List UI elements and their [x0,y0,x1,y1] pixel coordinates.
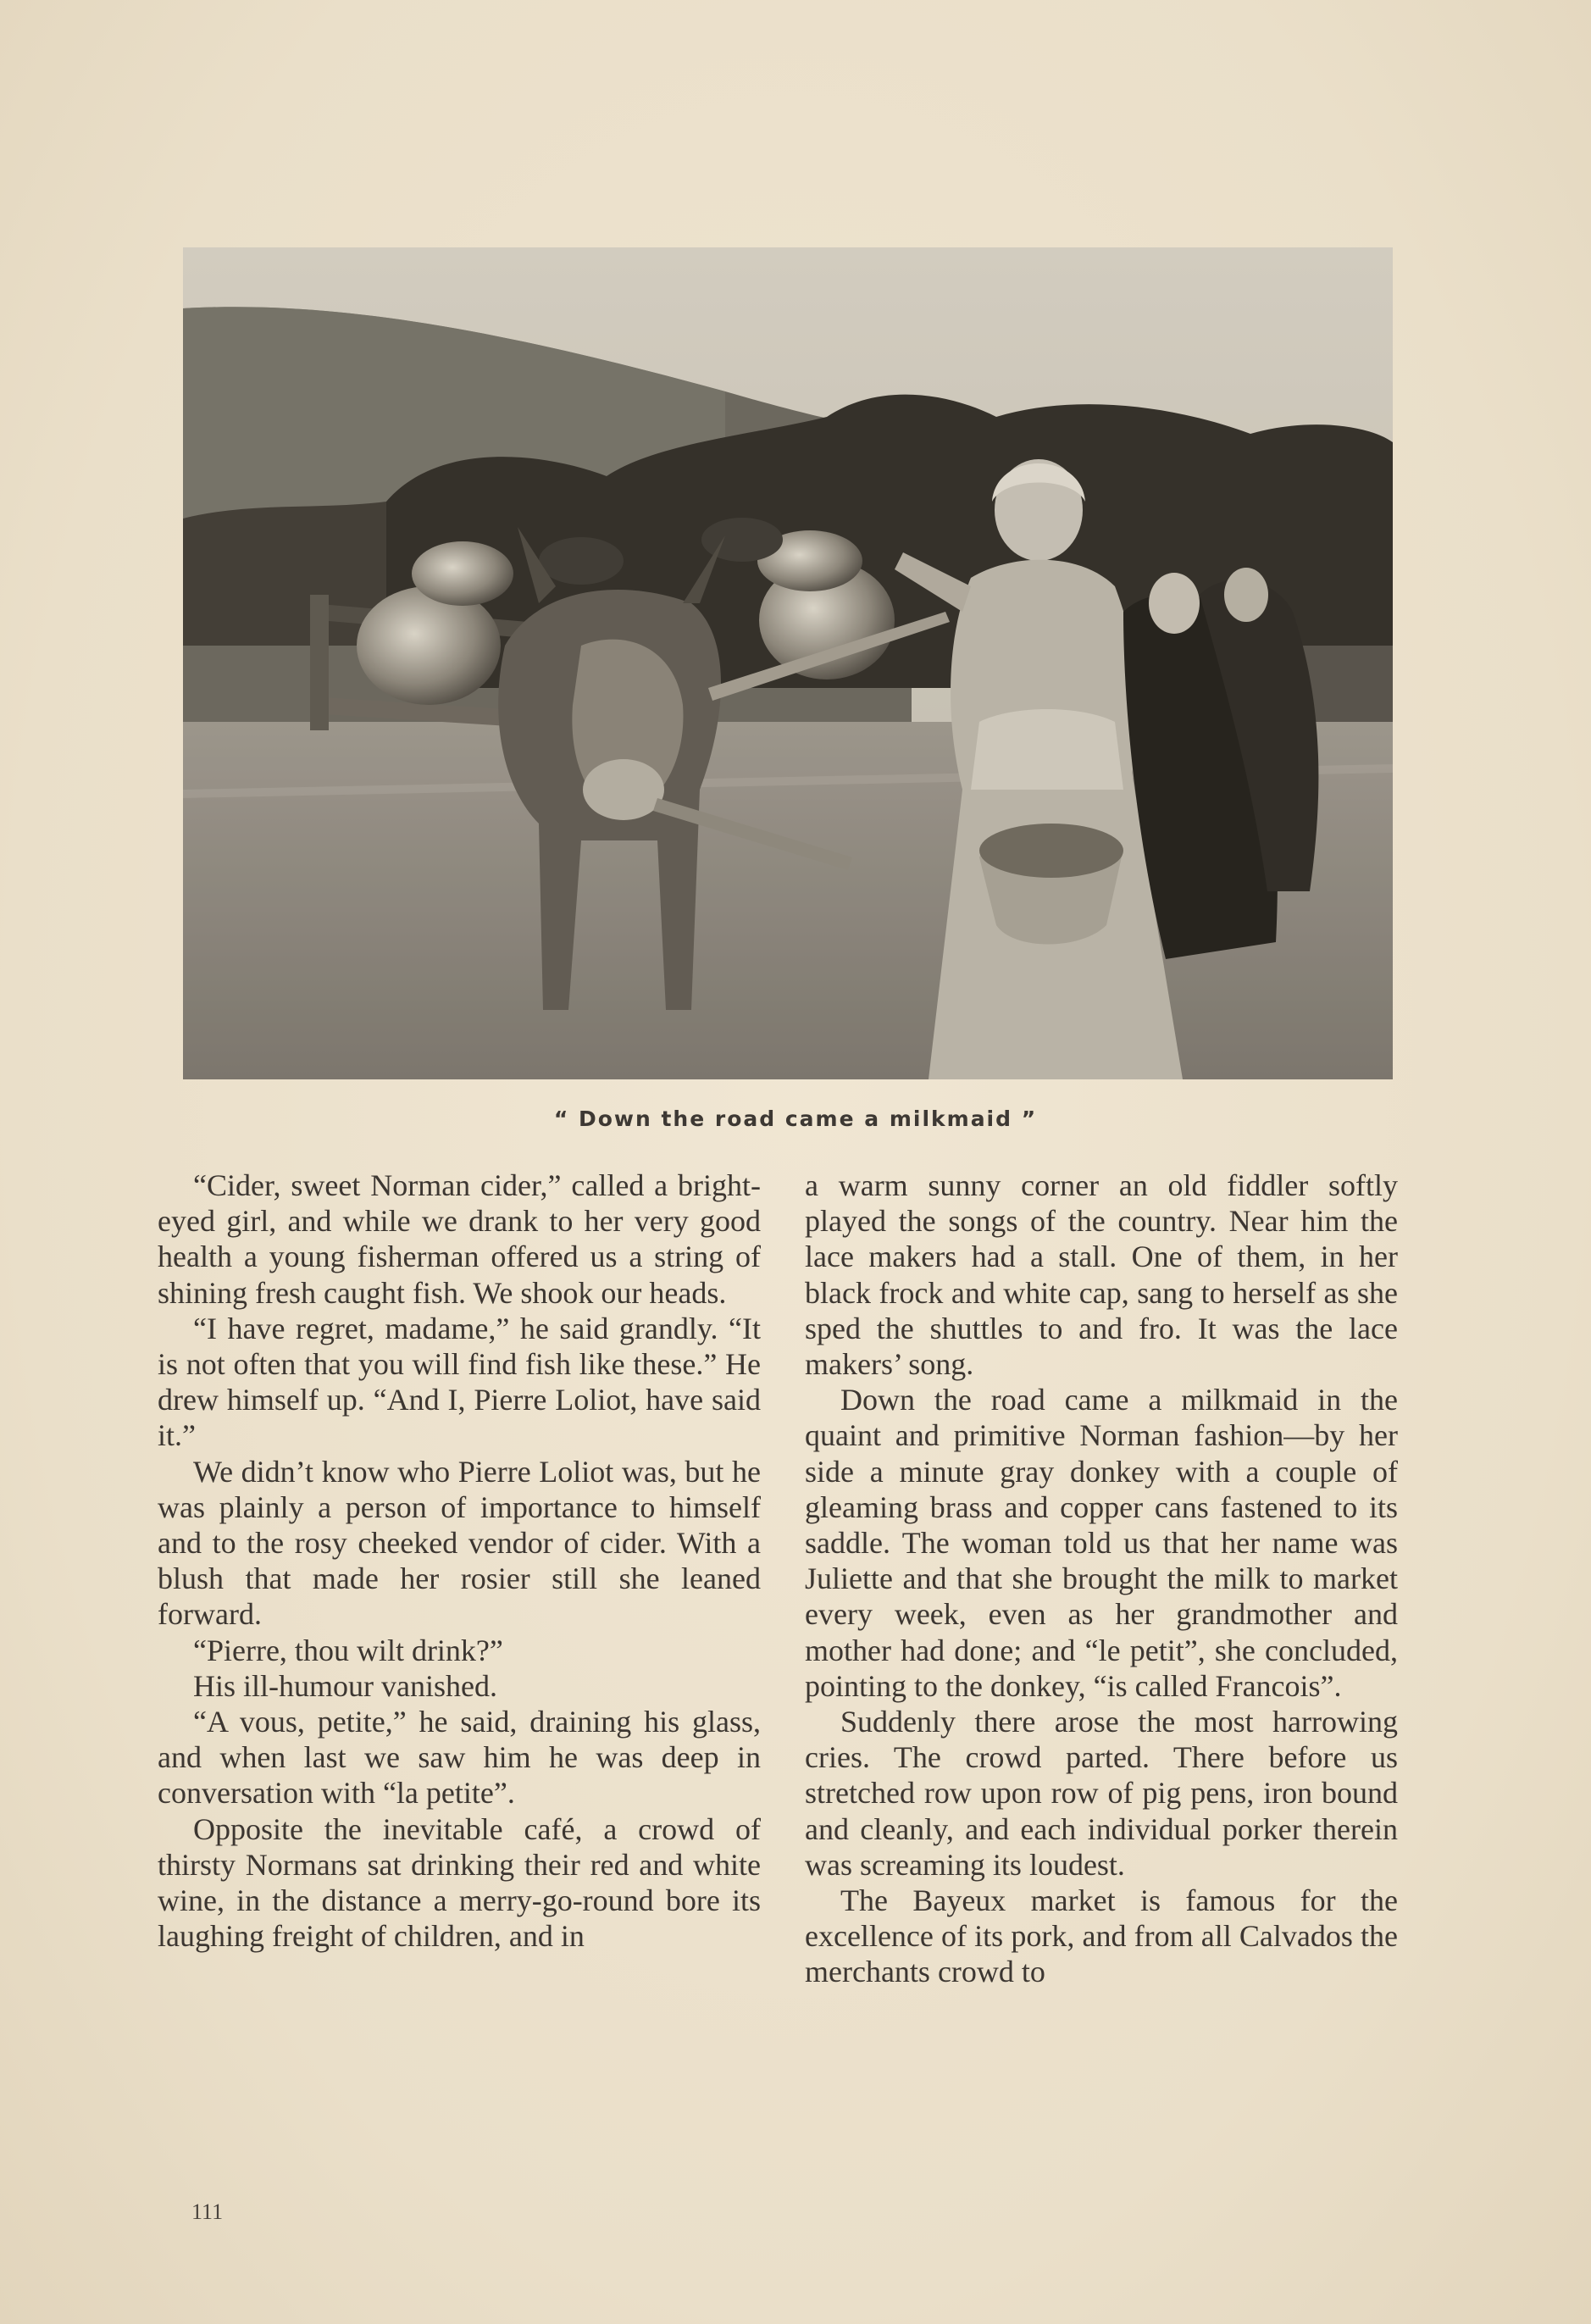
paragraph-harrowing-cries: Suddenly there arose the most harrowing cries. The crowd parted. There before us stretched row upon row of pig pens, iron bound and cleanly, and each individual porker therein was screaming its loudest. [805,1705,1398,1882]
right-column [805,1168,1398,1990]
paragraph-milkmaid: Down the road came a milkmaid in the quaint and primitive Norman fashion—by her side a minute gray donkey with a couple of gleaming brass and copper cans fastened to its saddle. The woman told us that her name was Juliette and that she brought the milk to market every week, even as her grandmother and mother had done; and “le petit”, she concluded, pointing to the donkey, “is called Francois”. [805,1383,1398,1703]
page-number: 111 [191,2199,224,2224]
paragraph-cider: “Cider, sweet Norman cider,” called a bright-eyed girl, and while we drank to her very good health a young fisherman offered us a string of shining fresh caught fish. We shook our heads. [158,1168,761,1310]
paragraph-thou-wilt-drink: “Pierre, thou wilt drink?” [193,1633,503,1667]
paragraph-fiddler-continued: a warm sunny corner an old fiddler softly played the songs of the country. Near him the lace makers had a stall. One of them, in her black frock and white cap, sang to herself as she sped the shuttles to and fro. It was the lace makers’ song. [805,1168,1398,1382]
photo-caption: “ Down the road came a milkmaid ” [553,1107,1038,1131]
paragraph-opposite-cafe: Opposite the inevitable café, a crowd of thirsty Normans sat drinking their red and white wine, in the distance a merry-go-round bore its laughing freight of children, and in [158,1811,761,1954]
milkmaid-photo [183,247,1393,1079]
paragraph-bayeux-market: The Bayeux market is famous for the excellence of its pork, and from all Calvados the merchants crowd to [805,1883,1398,1989]
photo-illustration [183,247,1393,1079]
paragraph-ill-humour: His ill-humour vanished. [193,1668,497,1703]
paragraph-pierre-loliot: We didn’t know who Pierre Loliot was, but he was plainly a person of importance to himself and to the rosy cheeked vendor of cider. With a blush that made her rosier still she leaned forward. [158,1454,761,1632]
paragraph-a-vous-petite: “A vous, petite,” he said, draining his glass, and when last we saw him he was deep in conversation with “la petite”. [158,1705,761,1811]
paragraph-regret: “I have regret, madame,” he said grandly. “It is not often that you will find fish like these.” He drew himself up. “And I, Pierre Loliot, have said it.” [158,1311,761,1453]
left-column [158,1168,761,1954]
